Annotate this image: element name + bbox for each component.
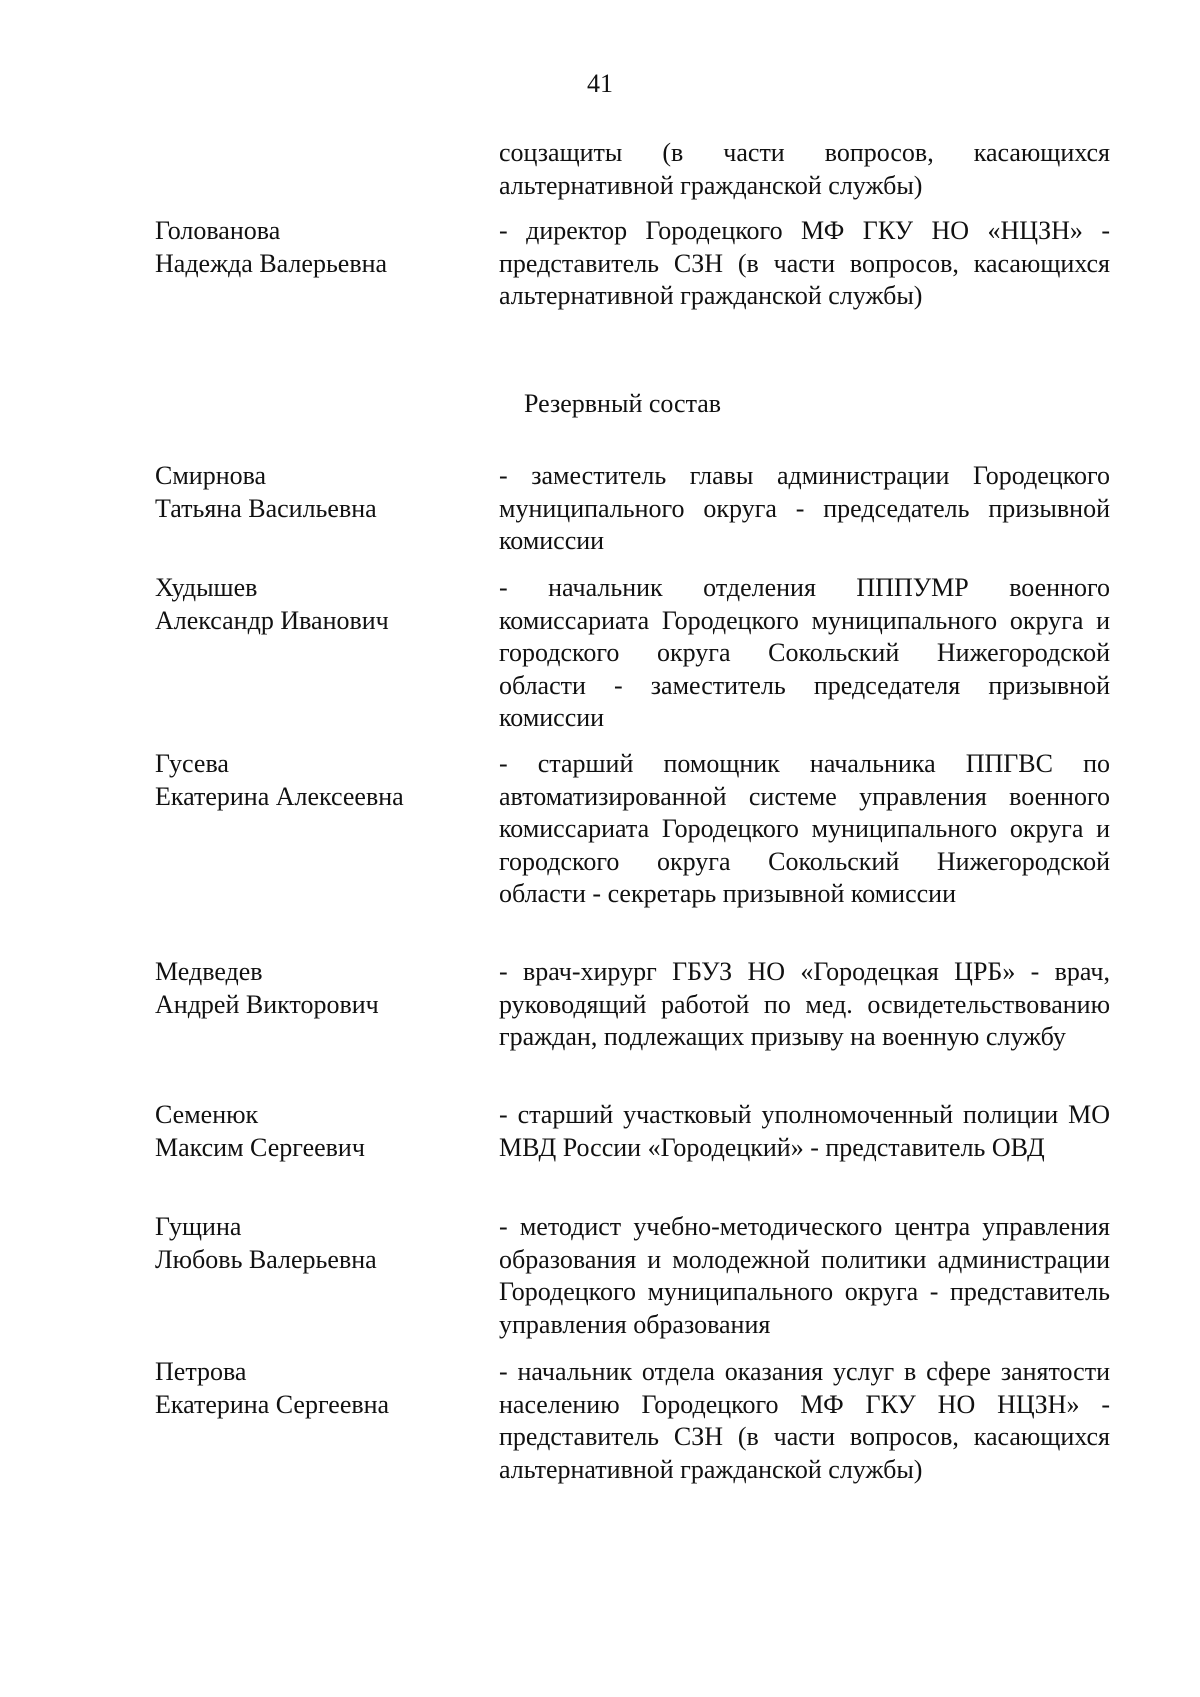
member-given-names: Надежда Валерьевна bbox=[155, 248, 388, 278]
page-number: 41 bbox=[587, 69, 613, 98]
member-surname: Гусева bbox=[155, 749, 229, 778]
member-name bbox=[155, 215, 475, 280]
member-given-names: Андрей Викторович bbox=[155, 989, 379, 1019]
member-name bbox=[155, 956, 475, 1021]
member-surname: Голованова bbox=[155, 216, 281, 245]
member-name bbox=[155, 572, 475, 637]
member-surname: Гущина bbox=[155, 1212, 242, 1241]
member-role: соцзащиты (в части вопросов, касающихся альтернативной гражданской службы) bbox=[499, 138, 1110, 200]
member-role: - старший участковый уполномоченный полиции МО МВД России «Городецкий» - представитель ОВД bbox=[499, 1100, 1110, 1162]
member-name bbox=[155, 1099, 475, 1164]
member-name bbox=[155, 1356, 475, 1421]
member-surname: Семенюк bbox=[155, 1100, 259, 1129]
member-role: - методист учебно-методического центра управления образования и молодежной политики администрации Городецкого муниципального округа - представитель управления образования bbox=[499, 1212, 1110, 1339]
member-surname: Медведев bbox=[155, 957, 263, 986]
member-given-names: Максим Сергеевич bbox=[155, 1132, 365, 1162]
member-given-names: Екатерина Алексеевна bbox=[155, 781, 404, 811]
member-name bbox=[155, 460, 475, 525]
member-role: - начальник отделения ПППУМР военного комиссариата Городецкого муниципального округа и городского округа Сокольский Нижегородской области - заместитель председателя призывной комиссии bbox=[499, 573, 1110, 732]
section-heading-reserve: Резервный состав bbox=[524, 389, 722, 418]
member-name bbox=[155, 748, 475, 813]
member-surname: Смирнова bbox=[155, 461, 267, 490]
member-surname: Худышев bbox=[155, 573, 258, 602]
member-name bbox=[155, 1211, 475, 1276]
member-surname: Петрова bbox=[155, 1357, 247, 1386]
member-role: - врач-хирург ГБУЗ НО «Городецкая ЦРБ» - врач, руководящий работой по мед. освидетельствованию граждан, подлежащих призыву на военную службу bbox=[499, 957, 1110, 1051]
member-given-names: Татьяна Васильевна bbox=[155, 493, 377, 523]
member-role: - заместитель главы администрации Городецкого муниципального округа - председатель призывной комиссии bbox=[499, 461, 1110, 555]
member-role: - директор Городецкого МФ ГКУ НО «НЦЗН» - представитель СЗН (в части вопросов, касающихся альтернативной гражданской службы) bbox=[499, 216, 1110, 310]
member-role: - начальник отдела оказания услуг в сфере занятости населению Городецкого МФ ГКУ НО НЦЗН» - представитель СЗН (в части вопросов, касающихся альтернативной гражданской службы) bbox=[499, 1357, 1110, 1484]
member-given-names: Любовь Валерьевна bbox=[155, 1244, 377, 1274]
member-given-names: Александр Иванович bbox=[155, 605, 389, 635]
member-given-names: Екатерина Сергеевна bbox=[155, 1389, 390, 1419]
member-role: - старший помощник начальника ППГВС по автоматизированной системе управления военного комиссариата Городецкого муниципального округа и городского округа Сокольский Нижегородской области - секретарь призывной комиссии bbox=[499, 749, 1110, 908]
